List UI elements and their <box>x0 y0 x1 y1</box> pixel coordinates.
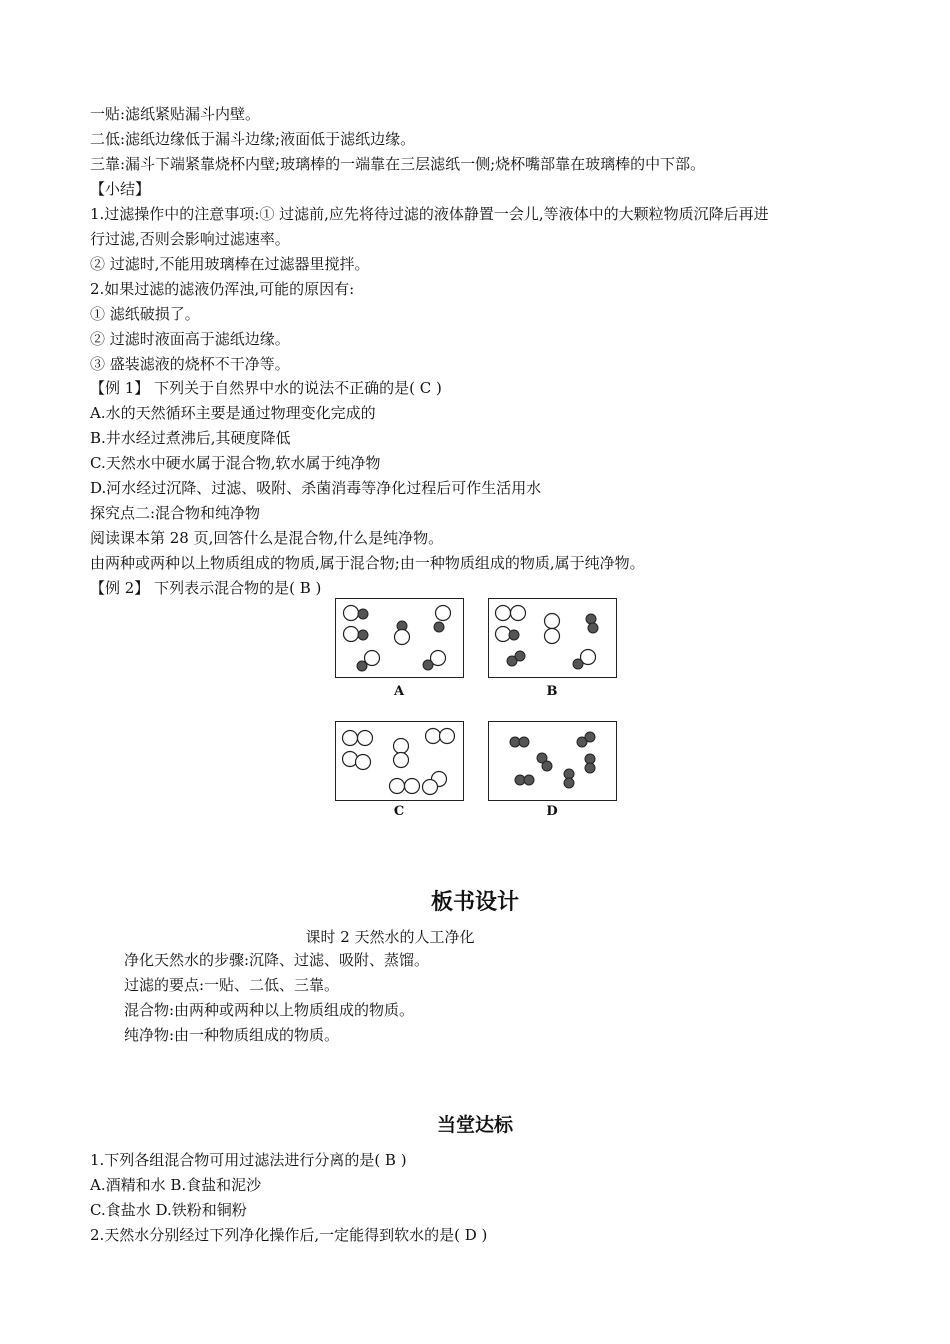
figure-label-a: A <box>393 684 405 699</box>
example1-option: B.井水经过煮沸后,其硬度降低 <box>90 429 291 447</box>
exercise-title: 当堂达标 <box>436 1114 513 1136</box>
atom-light <box>344 606 359 621</box>
board-line: 混合物:由两种或两种以上物质组成的物质。 <box>124 1001 415 1019</box>
atom-light <box>390 779 405 794</box>
atom-light <box>394 753 409 768</box>
atom-light <box>394 739 409 754</box>
rule-two-low: 二低:滤纸边缘低于漏斗边缘;液面低于滤纸边缘。 <box>90 130 416 148</box>
example1-option: D.河水经过沉降、过滤、吸附、杀菌消毒等净化过程后可作生活用水 <box>90 479 542 497</box>
atom-dark <box>585 732 595 742</box>
board-line: 纯净物:由一种物质组成的物质。 <box>124 1026 340 1044</box>
board-subtitle: 课时 2 天然水的人工净化 <box>305 928 475 946</box>
summary-item1-sub2: ② 过滤时,不能用玻璃棒在过滤器里搅拌。 <box>90 255 370 273</box>
summary-item1-line2: 行过滤,否则会影响过滤速率。 <box>90 230 290 248</box>
atom-dark <box>357 661 367 671</box>
figure-label-c: C <box>393 804 405 819</box>
reason-item: ② 过滤时液面高于滤纸边缘。 <box>90 330 290 348</box>
explore2-read: 阅读课本第 28 页,回答什么是混合物,什么是纯净物。 <box>90 529 444 547</box>
atom-light <box>405 779 420 794</box>
example1-option: C.天然水中硬水属于混合物,软水属于纯净物 <box>90 454 381 472</box>
atom-dark <box>573 659 583 669</box>
atom-dark <box>585 763 595 773</box>
board-line: 净化天然水的步骤:沉降、过滤、吸附、蒸馏。 <box>124 951 430 969</box>
reason-item: ① 滤纸破损了。 <box>90 305 200 323</box>
atom-light <box>545 614 560 629</box>
summary-item1-line1: 1.过滤操作中的注意事项:① 过滤前,应先将待过滤的液体静置一会儿,等液体中的大颗粒物质沉降后再进 <box>90 205 769 223</box>
atom-light <box>358 731 373 746</box>
atom-dark <box>588 623 598 633</box>
explore2-title: 探究点二:混合物和纯净物 <box>90 504 261 522</box>
exercise-q1: 1.下列各组混合物可用过滤法进行分离的是( B ) <box>90 1151 407 1169</box>
rule-three-lean: 三靠:漏斗下端紧靠烧杯内壁;玻璃棒的一端靠在三层滤纸一侧;烧杯嘴部靠在玻璃棒的中下部。 <box>90 155 706 173</box>
atom-light <box>511 606 526 621</box>
exercise-q2: 2.天然水分别经过下列净化操作后,一定能得到软水的是( D ) <box>90 1226 488 1244</box>
atom-light <box>344 627 359 642</box>
atom-dark <box>423 660 433 670</box>
atom-light <box>426 729 441 744</box>
atom-light <box>440 729 455 744</box>
summary-title: 【小结】 <box>90 180 151 198</box>
atom-light <box>423 780 438 795</box>
explore2-answer: 由两种或两种以上物质组成的物质,属于混合物;由一种物质组成的物质,属于纯净物。 <box>90 554 645 572</box>
reason-item: ③ 盛装滤液的烧杯不干净等。 <box>90 355 290 373</box>
atom-dark <box>564 778 574 788</box>
board-line: 过滤的要点:一贴、二低、三靠。 <box>124 976 340 994</box>
atom-light <box>343 731 358 746</box>
atom-light <box>496 627 511 642</box>
rule-one-stick: 一贴:滤纸紧贴漏斗内壁。 <box>90 105 261 123</box>
figure-box-c <box>335 721 464 801</box>
atom-dark <box>524 775 534 785</box>
example1-option: A.水的天然循环主要是通过物理变化完成的 <box>90 404 376 422</box>
atom-dark <box>519 737 529 747</box>
atom-dark <box>434 622 444 632</box>
board-title: 板书设计 <box>430 890 519 915</box>
summary-item2: 2.如果过滤的滤液仍浑浊,可能的原因有: <box>90 280 355 298</box>
atom-dark <box>509 630 519 640</box>
atom-light <box>496 606 511 621</box>
figure-label-b: B <box>546 684 558 699</box>
atom-light <box>545 629 560 644</box>
example2-question: 【例 2】 下列表示混合物的是( B ) <box>90 579 322 597</box>
atom-dark <box>358 630 368 640</box>
atom-dark <box>586 614 596 624</box>
atom-light <box>395 630 410 645</box>
atom-dark <box>358 609 368 619</box>
figure-label-d: D <box>546 804 558 819</box>
atom-dark <box>515 651 525 661</box>
exercise-q1-options-cd: C.食盐水 D.铁粉和铜粉 <box>90 1201 247 1219</box>
example1-question: 【例 1】 下列关于自然界中水的说法不正确的是( C ) <box>90 379 442 397</box>
figure-box-a <box>335 598 464 678</box>
atom-dark <box>542 761 552 771</box>
atom-light <box>436 606 451 621</box>
atom-light <box>356 755 371 770</box>
exercise-q1-options-ab: A.酒精和水 B.食盐和泥沙 <box>90 1176 262 1194</box>
figure-box-d <box>488 721 617 801</box>
figure-box-b <box>488 598 617 678</box>
